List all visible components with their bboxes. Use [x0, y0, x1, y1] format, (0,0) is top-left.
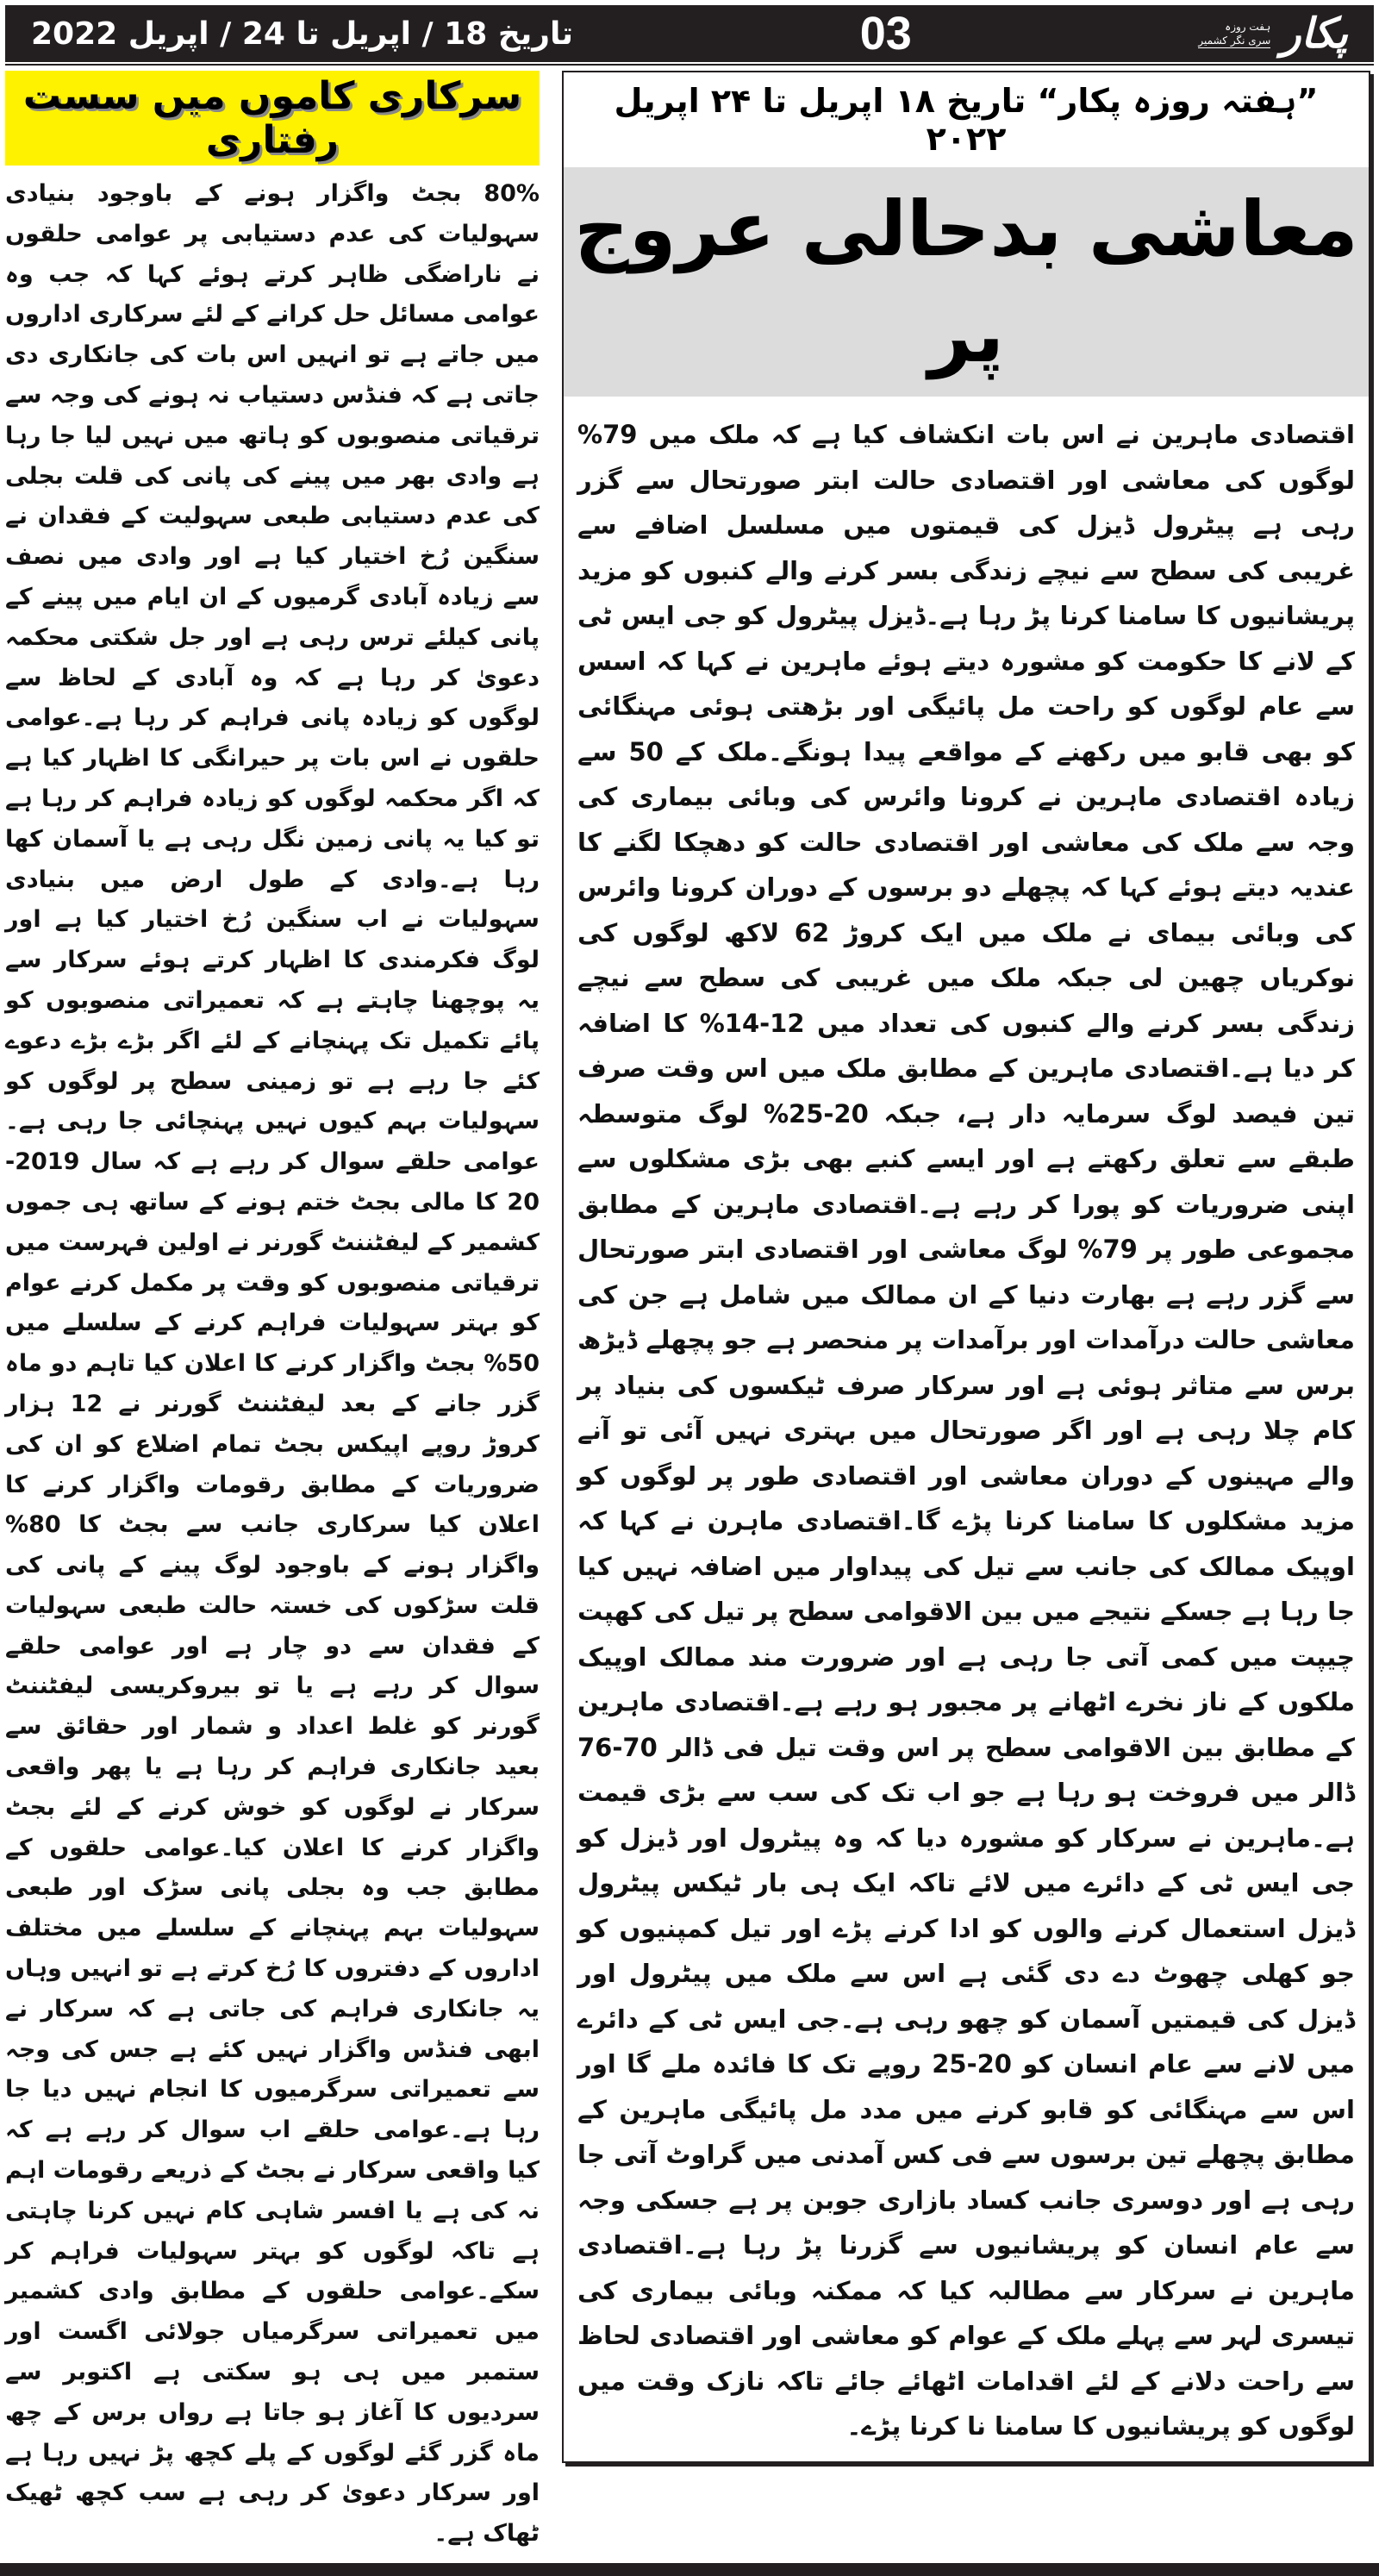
newspaper-logo	[1198, 9, 1348, 58]
logo-name: پکار	[1281, 9, 1348, 58]
issue-date: تاریخ 18 / اپریل تا 24 / اپریل 2022	[31, 16, 574, 52]
logo-small-text	[1198, 20, 1270, 48]
footer-bar	[0, 2563, 1379, 2576]
page-number: 03	[859, 8, 912, 59]
main-article-headline: معاشی بدحالی عروج پر	[564, 167, 1369, 397]
main-article-body: اقتصادی ماہرین نے اس بات انکشاف کیا ہے کہ ملک میں 79% لوگوں کی معاشی اور اقتصادی حالت ابتر صورتحال سے گزر رہی ہے پیٹرول ڈیزل کی قیمتوں میں مسلسل اضافے سے غریبی کی سطح سے نیچے زندگی بسر کرنے والے کنبوں کو مزید پریشانیوں کا سامنا کرنا پڑ رہا ہے۔ڈیزل پیٹرول کو جی ایس ٹی کے لانے کا حکومت کو مشورہ دیتے ہوئے ماہرین نے کہا کہ اسس سے عام لوگوں کو راحت مل پائیگی اور بڑھتی ہوئی مہنگائی کو بھی قابو میں رکھنے کے مواقعے پیدا ہونگے۔ملک کے 50 سے زیادہ اقتصادی ماہرین نے کرونا وائرس کی وبائی بیماری کی وجہ سے ملک کی معاشی اور اقتصادی حالت کو دھچکا لگنے کا عندیہ دیتے ہوئے کہا کہ پچھلے دو برسوں کے دوران کرونا وائرس کی وبائی بیمای نے ملک میں ایک کروڑ 62 لاکھ لوگوں کی نوکریاں چھین لی جبکہ ملک میں غریبی کی سطح سے نیچے زندگی بسر کرنے والے کنبوں کی تعداد میں 12-14% کا اضافہ کر دیا ہے۔اقتصادی ماہرین کے مطابق ملک میں اس وقت صرف تین فیصد لوگ سرمایہ دار ہے، جبکہ 20-25% لوگ متوسطہ طبقے سے تعلق رکھتے ہے اور ایسے کنبے بھی بڑی مشکلوں سے اپنی ضروریات کو پورا کر رہے ہے۔اقتصادی ماہرین کے مطابق مجموعی طور پر 79% لوگ معاشی اور اقتصادی ابتر صورتحال سے گزر رہے ہے بھارت دنیا کے ان ممالک میں شامل ہے جن کی معاشی حالت درآمدات اور برآمدات پر منحصر ہے جو پچھلے ڈیڑھ برس سے متاثر ہوئی ہے اور سرکار صرف ٹیکسوں کی بنیاد پر کام چلا رہی ہے اور اگر صورتحال میں بہتری نہیں آئی تو آنے والے مہینوں کے دوران معاشی اور اقتصادی طور پر لوگوں کو مزید مشکلوں کا سامنا کرنا پڑے گا۔اقتصادی ماہرن نے کہا کہ اوپیک ممالک کی جانب سے تیل کی پیداوار میں اضافہ نہیں کیا جا رہا ہے جسکے نتیجے میں بین الاقوامی سطح پر تیل کی کھپت چیپت میں کمی آتی جا رہی ہے اور ضرورت مند ممالک اوپیک ملکوں کے ناز نخرے اٹھانے پر مجبور ہو رہے ہے۔اقتصادی ماہرین کے مطابق بین الاقوامی سطح پر اس وقت تیل فی ڈالر 70-76 ڈالر میں فروخت ہو رہا ہے جو اب تک کی سب سے بڑی قیمت ہے۔ماہرین نے سرکار کو مشورہ دیا کہ وہ پیٹرول اور ڈیزل کو جی ایس ٹی کے دائرے میں لائے تاکہ ایک ہی بار ٹیکس پیٹرول ڈیزل استعمال کرنے والوں کو ادا کرنے پڑے اور تیل کمپنیوں کو جو کھلی چھوٹ دے دی گئی ہے اس سے ملک میں پیٹرول اور ڈیزل کی قیمتیں آسمان کو چھو رہی ہے۔جی ایس ٹی کے دائرے میں لانے سے عام انسان کو 20-25 روپے تک کا فائدہ ملے گا اور اس سے مہنگائی کو قابو کرنے میں مدد مل پائیگی ماہرین کے مطابق پچھلے تین برسوں سے فی کس آمدنی میں گراوٹ آتی جا رہی ہے اور دوسری جانب کساد بازاری جوبن پر ہے جسکی وجہ سے عام انسان کو پریشانیوں سے گزرنا پڑ رہا ہے۔اقتصادی ماہرین نے سرکار سے مطالبہ کیا کہ ممکنہ وبائی بیماری کی تیسری لہر سے پہلے ملک کے عوام کو معاشی اور اقتصادی لحاظ سے راحت دلانے کے لئے اقدامات اٹھائے جائے تاکہ نازک وقت میں لوگوں کو پریشانیوں کا سامنا نا کرنا پڑے۔	[577, 420, 1356, 2442]
left-article	[5, 71, 540, 2554]
logo-tagline: ہفت روزہ	[1225, 20, 1271, 33]
left-article-body: 80% بجٹ واگزار ہونے کے باوجود بنیادی سہولیات کی عدم دستیابی پر عوامی حلقوں نے ناراضگی ظاہر کرتے ہوئے کہا کہ جب وہ عوامی مسائل حل کرانے کے لئے سرکاری اداروں میں جاتے ہے تو انہیں اس بات کی جانکاری دی جاتی ہے کہ فنڈس دستیاب نہ ہونے کی وجہ سے ترقیاتی منصوبوں کو ہاتھ میں نہیں لیا جا رہا ہے وادی بھر میں پینے کی پانی کی قلت بجلی کی عدم دستیابی طبعی سہولیت کے فقدان نے سنگین رُخ اختیار کیا ہے اور وادی میں نصف سے زیادہ آبادی گرمیوں کے ان ایام میں پینے کے پانی کیلئے ترس رہی ہے اور جل شکتی محکمہ دعویٰ کر رہا ہے کہ وہ آبادی کے لحاظ سے لوگوں کو زیادہ پانی فراہم کر رہا ہے۔عوامی حلقوں نے اس بات پر حیرانگی کا اظہار کیا ہے کہ اگر محکمہ لوگوں کو زیادہ فراہم کر رہا ہے تو کیا یہ پانی زمین نگل رہی ہے یا آسمان کھا رہا ہے۔وادی کے طول ارض میں بنیادی سہولیات نے اب سنگین رُخ اختیار کیا ہے اور لوگ فکرمندی کا اظہار کرتے ہوئے سرکار سے یہ پوچھنا چاہتے ہے کہ تعمیراتی منصوبوں کو پائے تکمیل تک پہنچانے کے لئے اگر بڑے بڑے دعوے کئے جا رہے ہے تو زمینی سطح پر لوگوں کو سہولیات بہم کیوں نہیں پہنچائی جا رہی ہے۔عوامی حلقے سوال کر رہے ہے کہ سال 2019-20 کا مالی بجٹ ختم ہونے کے ساتھ ہی جموں کشمیر کے لیفٹننٹ گورنر نے اولین فہرست میں ترقیاتی منصوبوں کو وقت پر مکمل کرنے عوام کو بہتر سہولیات فراہم کرنے کے سلسلے میں 50% بجٹ واگزار کرنے کا اعلان کیا تاہم دو ماہ گزر جانے کے بعد لیفٹننٹ گورنر نے 12 ہزار کروڑ روپے اپیکس بجٹ تمام اضلاع کو ان کی ضروریات کے مطابق رقومات واگزار کرنے کا اعلان کیا سرکاری جانب سے بجٹ کا 80% واگزار ہونے کے باوجود لوگ پینے کے پانی کی قلت سڑکوں کی خستہ حالت طبعی سہولیات کے فقدان سے دو چار ہے اور عوامی حلقے سوال کر رہے ہے یا تو بیروکریسی لیفٹننٹ گورنر کو غلط اعداد و شمار اور حقائق سے بعید جانکاری فراہم کر رہا ہے یا پھر واقعی سرکار نے لوگوں کو خوش کرنے کے لئے بجٹ واگزار کرنے کا اعلان کیا۔عوامی حلقوں کے مطابق جب وہ بجلی پانی سڑک اور طبعی سہولیات بہم پہنچانے کے سلسلے میں مختلف اداروں کے دفتروں کا رُخ کرتے ہے تو انہیں وہاں یہ جانکاری فراہم کی جاتی ہے کہ سرکار نے ابھی فنڈس واگزار نہیں کئے ہے جس کی وجہ سے تعمیراتی سرگرمیوں کا انجام نہیں دیا جا رہا ہے۔عوامی حلقے اب سوال کر رہے ہے کہ کیا واقعی سرکار نے بجٹ کے ذریعے رقومات اہم نہ کی ہے یا افسر شاہی کام نہیں کرنا چاہتی ہے تاکہ لوگوں کو بہتر سہولیات فراہم کر سکے۔عوامی حلقوں کے مطابق وادی کشمیر میں تعمیراتی سرگرمیاں جولائی اگست اور ستمبر میں ہی ہو سکتی ہے اکتوبر سے سردیوں کا آغاز ہو جاتا ہے رواں برس کے چھ ماہ گزر گئے لوگوں کے پلے کچھ پڑ نہیں رہا ہے اور سرکار دعویٰ کر رہی ہے سب کچھ ٹھیک ٹھاک ہے۔	[4, 180, 540, 2548]
divider	[5, 64, 1374, 66]
left-article-headline: سرکاری کاموں میں سست رفتاری	[5, 71, 540, 166]
page-columns	[5, 71, 1374, 2554]
main-article-subheadline: ”ہفتہ روزہ پکار“ تاریخ ۱۸ اپریل تا ۲۴ اپریل ۲۰۲۲	[614, 82, 1319, 158]
main-article	[562, 71, 1370, 2463]
masthead-bar	[5, 5, 1374, 62]
logo-city: سری نگر کشمیر	[1198, 34, 1271, 47]
